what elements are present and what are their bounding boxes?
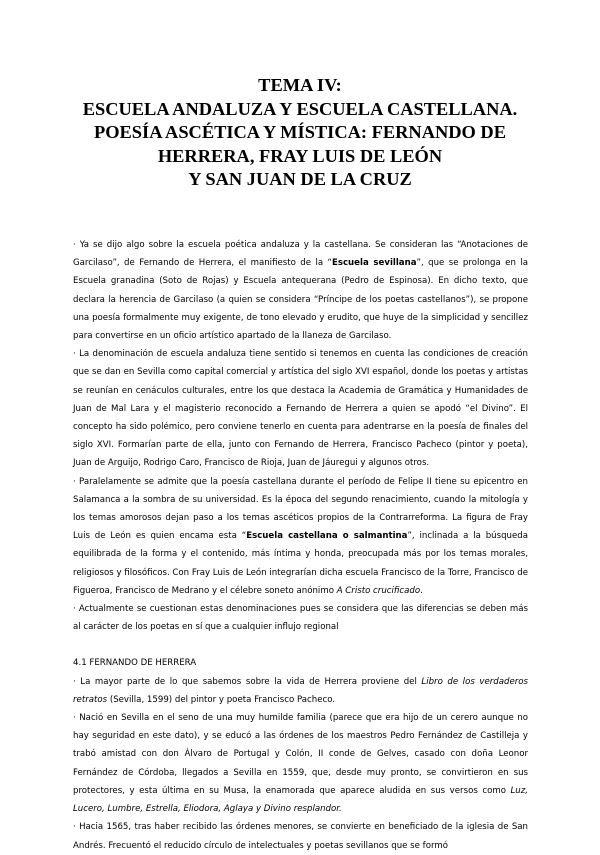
title-line-5: Y SAN JUAN DE LA CRUZ [188,169,412,190]
paragraph-5 [73,673,528,709]
paragraph-5-text-c: (Sevilla, 1599) del pintor y poeta Francisco Pacheco. [107,694,336,705]
paragraph-6-italic: Luz, Lucero, Lumbre, Estrella, Eliodora, Aglaya y Divino resplandor. [73,785,528,815]
paragraph-3-text-c: ”, inclinada a la búsqueda equilibrada de la forma y el contenido, más íntima y honda, preocupada más por los temas morales, religiosos y filosóficos. Con Fray Luis de León integrarían dicha escuela Francisco de la Torre, Francisco de Figueroa, Francisco de Medrano y el célebre soneto anónimo [73,531,528,596]
paragraph-7: · Hacia 1565, tras haber recibido las órdenes menores, se convierte en beneficiado de la iglesia de San Andrés. Frecuentó el reducido círculo de intelectuales y poetas sevillanos que se formó [73,822,528,851]
paragraph-1 [73,236,528,345]
paragraph-5-text-a: · La mayor parte de lo que sabemos sobre la vida de Herrera proviene del [73,676,422,687]
paragraph-3-bold: Escuela castellana o salmantina [246,531,408,542]
paragraph-3-text-e: . [420,585,423,596]
paragraph-3-text-a: · Paralelamente se admite que la poesía castellana durante el período de Felipe II tiene su epicentro en Salamanca a la sombra de su universidad. Es la época del segundo renacimiento, cuando la mitología y los temas amorosos dejan paso a los temas ascéticos propios de la Contrarreforma. La figura de Fray Luis de León es quien encama esta “ [73,476,528,542]
paragraph-3 [73,473,528,600]
section-heading: 4.1 FERNANDO DE HERRERA [73,658,197,669]
paragraph-1-text-a: · Ya se dijo algo sobre la escuela poética andaluza y la castellana. Se consideran las “Anotaciones de Garcilaso”, de Fernando de Herrera, el manifiesto de la “ [73,240,528,269]
title-line-1: TEMA IV: [258,75,342,95]
paragraph-3-italic: A Cristo crucificado [336,585,421,596]
paragraph-1-bold: Escuela sevillana [331,258,417,269]
paragraph-4: · Actualmente se cuestionan estas denominaciones pues se considera que las diferencias se deben más al carácter de los poetas en sí que a cualquier influjo regional [73,604,528,633]
title-line-2: ESCUELA ANDALUZA Y ESCUELA CASTELLANA. [82,98,518,119]
document-body [73,236,528,855]
paragraph-6 [73,709,528,818]
page-title [40,74,560,192]
title-line-3: POESÍA ASCÉTICA Y MÍSTICA: FERNANDO DE [94,122,506,143]
title-line-4: HERRERA, FRAY LUIS DE LEÓN [157,145,443,166]
paragraph-2: · La denominación de escuela andaluza tiene sentido si tenemos en cuenta las condiciones de creación que se dan en Sevilla como capital comercial y artística del siglo XVI español, donde los poetas y artistas se reunían en cenáculos culturales, entre los que destaca la Academia de Gramática y Humanidades de Juan de Mal Lara y el magisterio reconocido a Fernando de Herrera a quien se apodó “el Divino”. El concepto ha sido polémico, pero conviene tenerlo en cuenta para adentrarse en la poesía de finales del siglo XVI. Formarían parte de ella, junto con Fernando de Herrera, Francisco Pacheco (pintor y poeta), Juan de Arguijo, Rodrigo Caro, Francisco de Rioja, Juan de Jáuregui y algunos otros. [73,349,528,469]
paragraph-6-text-a: · Nació en Sevilla en el seno de una muy humilde familia (parece que era hijo de un cerero aunque no hay seguridad en este dato), y se educó a las órdenes de los maestros Pedro Fernández de Castilleja y trabó amistad con don Álvaro de Portugal y Colón, II conde de Gelves, casado con doña Leonor Fernández de Córdoba, llegados a Sevilla en 1559, que, desde muy pronto, se convirtieron en sus protectores, y esta última en su Musa, la enamorada que aparece aludida en sus versos como [73,713,528,796]
paragraph-5-italic: Libro de los verdaderos retratos [73,676,529,705]
paragraph-1-text-c: ”, que se prolonga en la Escuela granadina (Soto de Rojas) y Escuela antequerana (Pedro de Espinosa). En dicho texto, que declara la herencia de Garcilaso (a quien se considera “Príncipe de los poetas castellanos”), se propone una poesía formalmente muy exigente, de tono elevado y erudito, que huye de la simplicidad y sencillez para convertirse en un oficio artístico apartado de la llaneza de Garcilaso. [73,258,528,342]
